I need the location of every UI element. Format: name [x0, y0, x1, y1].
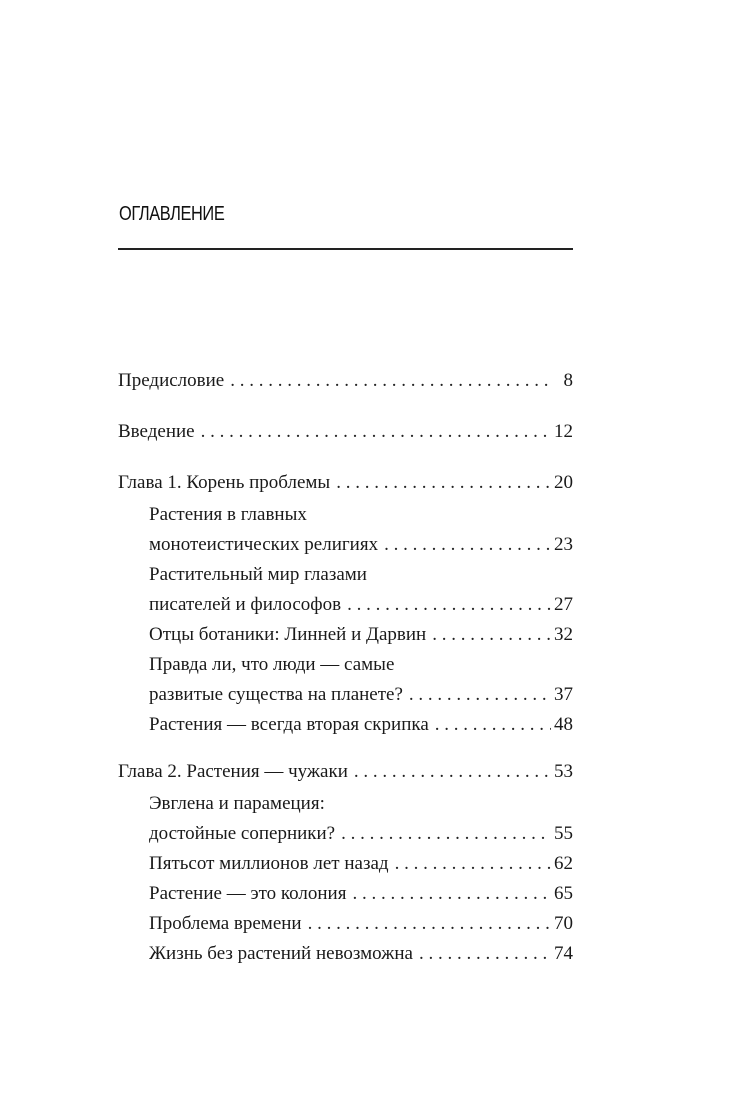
dot-leader	[346, 879, 551, 909]
dot-leader	[341, 590, 551, 620]
page-number: 32	[554, 624, 573, 645]
toc-entry-chapter-2[interactable]	[118, 757, 573, 787]
entry-title: Жизнь без растений невозможна	[149, 943, 413, 964]
toc-entry-linnaeus-darwin[interactable]	[118, 620, 573, 650]
entry-title-line-2: монотеистических религиях	[149, 534, 379, 555]
toc-heading: ОГЛАВЛЕНИЕ	[119, 203, 225, 225]
toc-entry-chapter-1[interactable]	[118, 468, 573, 498]
page-number: 74	[554, 943, 573, 964]
entry-title: Глава 2. Растения — чужаки	[118, 761, 348, 782]
entry-title-line-1: Эвглена и парамеция:	[149, 793, 325, 814]
page-number: 48	[554, 714, 573, 735]
dot-leader	[330, 468, 551, 498]
entry-title: Глава 1. Корень проблемы	[118, 472, 331, 493]
page-number: 53	[554, 761, 573, 782]
heading-rule	[118, 248, 573, 250]
page-number: 12	[554, 421, 573, 442]
dot-leader	[429, 710, 551, 740]
page-number: 23	[554, 534, 573, 555]
toc-entry-life-without-plants[interactable]	[118, 939, 573, 969]
toc-list	[118, 366, 573, 969]
dot-leader	[224, 366, 551, 396]
entry-title-line-2: достойные соперники?	[149, 823, 336, 844]
page-number: 55	[554, 823, 573, 844]
page-number: 8	[563, 370, 573, 391]
entry-title: Растение — это колония	[149, 883, 347, 904]
dot-leader	[426, 620, 551, 650]
toc-entry-introduction[interactable]	[118, 417, 573, 447]
dot-leader	[302, 909, 551, 939]
page-number: 65	[554, 883, 573, 904]
dot-leader	[348, 757, 551, 787]
dot-leader	[195, 417, 551, 447]
dot-leader	[389, 849, 551, 879]
entry-title: Введение	[118, 421, 195, 442]
page-number: 20	[554, 472, 573, 493]
entry-title: Отцы ботаники: Линней и Дарвин	[149, 624, 427, 645]
toc-entry-five-hundred-million[interactable]	[118, 849, 573, 879]
entry-title-line-1: Правда ли, что люди — самые	[149, 654, 395, 675]
toc-entry-time-problem[interactable]	[118, 909, 573, 939]
entry-title-line-1: Растения в главных	[149, 504, 307, 525]
page-number: 27	[554, 594, 573, 615]
dot-leader	[403, 680, 551, 710]
entry-title-line-1: Растительный мир глазами	[149, 564, 367, 585]
entry-title-line-2: развитые существа на планете?	[149, 684, 403, 705]
dot-leader	[335, 819, 551, 849]
page-number: 62	[554, 853, 573, 874]
toc-entry-religions[interactable]	[118, 500, 573, 560]
dot-leader	[413, 939, 551, 969]
entry-title: Предисловие	[118, 370, 225, 391]
toc-entry-plant-colony[interactable]	[118, 879, 573, 909]
toc-entry-second-fiddle[interactable]	[118, 710, 573, 740]
toc-entry-euglena-paramecium[interactable]	[118, 789, 573, 849]
entry-title: Растения — всегда вторая скрипка	[149, 714, 429, 735]
entry-title-line-2: писателей и философов	[149, 594, 342, 615]
entry-title: Проблема времени	[149, 913, 302, 934]
page-number: 70	[554, 913, 573, 934]
dot-leader	[378, 530, 551, 560]
toc-entry-writers-philosophers[interactable]	[118, 560, 573, 620]
toc-entry-preface[interactable]	[118, 366, 573, 396]
page-number: 37	[554, 684, 573, 705]
entry-title: Пятьсот миллионов лет назад	[149, 853, 389, 874]
toc-entry-humans-most-developed[interactable]	[118, 650, 573, 710]
